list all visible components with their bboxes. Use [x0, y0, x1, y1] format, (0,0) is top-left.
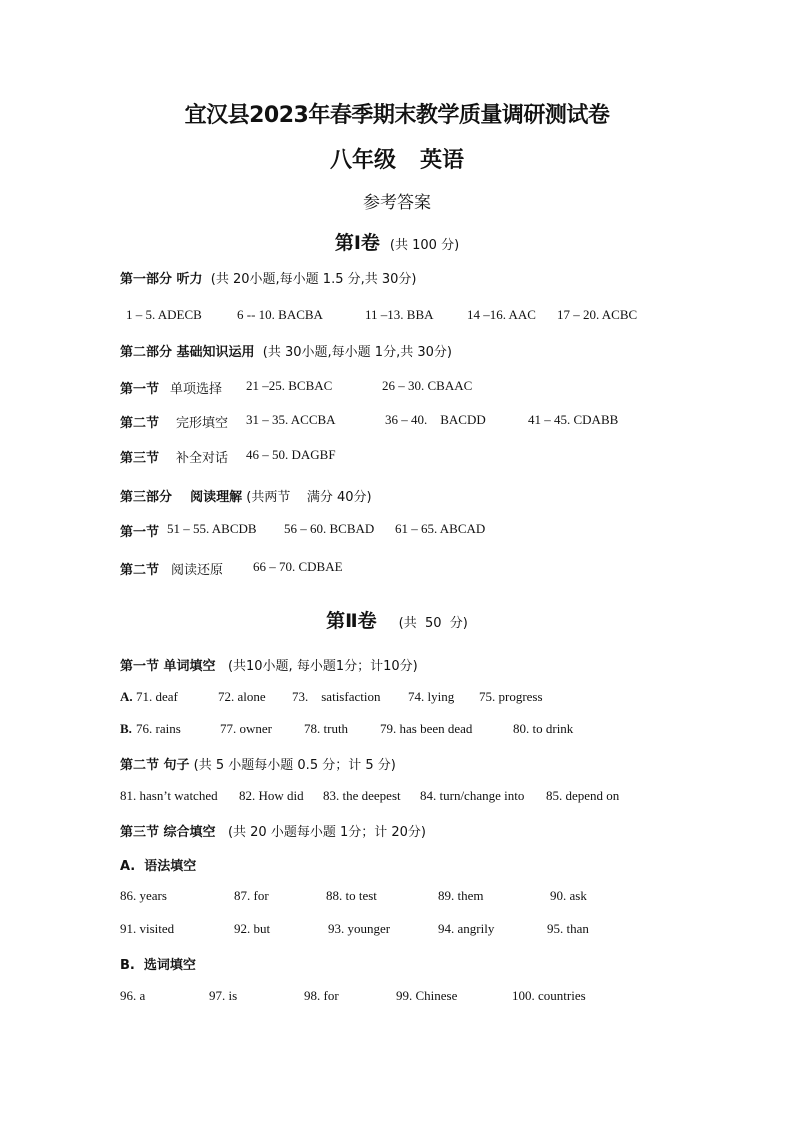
- grade: 八年级: [329, 148, 396, 173]
- vol2-sec3-title: 第三节 综合填空: [120, 825, 216, 840]
- section-label: 第二节: [120, 416, 160, 431]
- vol2-sec1-heading: [120, 655, 418, 674]
- grade-subject: [0, 143, 794, 174]
- vol2-sec1-title: 第一节 单词填空: [120, 659, 216, 674]
- answer-item: 78. truth: [304, 721, 349, 736]
- answer-item: 83. the deepest: [323, 788, 401, 803]
- answer-item: 87. for: [234, 888, 269, 903]
- answer-item: 93. younger: [328, 921, 391, 936]
- subject: 英语: [420, 148, 465, 173]
- vol2-sec2-heading: [120, 754, 396, 773]
- answer-group: 41 – 45. CDABB: [528, 412, 619, 427]
- section-label: 第一节: [120, 382, 160, 397]
- vol2-sec3-info: (共 20 小题每小题 1分；计 20分): [227, 825, 426, 840]
- part2-heading: [120, 341, 452, 360]
- answer-group: 14 –16. AAC: [467, 307, 536, 322]
- answer-item: 73. satisfaction: [292, 689, 381, 704]
- answer-group: 66 – 70. CDBAE: [253, 559, 343, 574]
- part2-title: 第二部分 基础知识运用: [120, 345, 255, 360]
- section-label: 第三节: [120, 451, 160, 466]
- answer-key-heading: 参考答案: [363, 193, 431, 213]
- answer-item: 98. for: [304, 988, 339, 1003]
- answer-group: 17 – 20. ACBC: [557, 307, 638, 322]
- answer-item: 75. progress: [479, 689, 543, 704]
- answer-item: 88. to test: [326, 888, 377, 903]
- section-name: 完形填空: [176, 416, 229, 431]
- row-label: A.: [120, 689, 133, 704]
- answer-item: 79. has been dead: [380, 721, 473, 736]
- answer-group: 1 – 5. ADECB: [126, 307, 202, 322]
- subsection-a-heading: A. 语法填空: [120, 859, 197, 874]
- answer-group: 6 -- 10. BACBA: [237, 307, 323, 322]
- part1-info: (共 20小题,每小题 1.5 分,共 30分): [210, 272, 417, 287]
- vol2-sec1-info: (共10小题, 每小题1分；计10分): [227, 659, 418, 674]
- answer-item: 76. rains: [136, 721, 181, 736]
- row-label: B.: [120, 721, 132, 736]
- answer-group: 51 – 55. ABCDB: [167, 521, 257, 536]
- volume-2-heading: [0, 606, 794, 633]
- answer-item: 97. is: [209, 988, 238, 1003]
- answer-item: 92. but: [234, 921, 271, 936]
- part3-heading: [120, 486, 372, 505]
- answer-item: 86. years: [120, 888, 167, 903]
- part3-info: (共两节 满分 40分): [246, 490, 372, 505]
- answer-item: 96. a: [120, 988, 146, 1003]
- answer-item: 72. alone: [218, 689, 266, 704]
- answer-item: 82. How did: [239, 788, 304, 803]
- answer-item: 91. visited: [120, 921, 175, 936]
- answer-item: 71. deaf: [136, 689, 178, 704]
- answer-group: 61 – 65. ABCAD: [395, 521, 486, 536]
- answer-group: 11 –13. BBA: [365, 307, 434, 322]
- vol2-sec3-heading: [120, 821, 426, 840]
- section-label: 第一节: [120, 525, 160, 540]
- part3-title: 第三部分 阅读理解: [120, 490, 243, 505]
- answer-group: 36 – 40. BACDD: [385, 412, 486, 427]
- answer-item: 99. Chinese: [396, 988, 458, 1003]
- subsection-b-heading: B. 选词填空: [120, 958, 196, 973]
- vol2-sec2-title: 第二节 句子: [120, 758, 190, 773]
- part2-info: (共 30小题,每小题 1分,共 30分): [262, 345, 452, 360]
- answer-item: 94. angrily: [438, 921, 495, 936]
- answer-group: 46 – 50. DAGBF: [246, 447, 336, 462]
- answer-group: 31 – 35. ACCBA: [246, 412, 336, 427]
- section-name: 阅读还原: [171, 563, 224, 578]
- answer-item: 80. to drink: [513, 721, 574, 736]
- answer-item: 81. hasn’t watched: [120, 788, 218, 803]
- section-name: 补全对话: [176, 451, 229, 466]
- part1-title: 第一部分 听力: [120, 272, 203, 287]
- answer-item: 90. ask: [550, 888, 587, 903]
- section-name: 单项选择: [170, 382, 223, 397]
- answer-item: 100. countries: [512, 988, 586, 1003]
- answer-item: 74. lying: [408, 689, 455, 704]
- paper-title: 宜汉县2023年春季期末教学质量调研测试卷: [184, 103, 610, 128]
- volume-1-heading: [0, 228, 794, 255]
- answer-item: 84. turn/change into: [420, 788, 525, 803]
- volume-2-name: 第Ⅱ卷: [326, 610, 377, 632]
- answer-item: 95. than: [547, 921, 589, 936]
- answer-item: 89. them: [438, 888, 484, 903]
- section-label: 第二节: [120, 563, 160, 578]
- answer-group: 26 – 30. CBAAC: [382, 378, 473, 393]
- answer-group: 56 – 60. BCBAD: [284, 521, 375, 536]
- volume-1-name: 第Ⅰ卷: [334, 232, 380, 254]
- answer-item: 85. depend on: [546, 788, 620, 803]
- volume-2-score: (共 50 分): [398, 616, 468, 631]
- answer-group: 21 –25. BCBAC: [246, 378, 333, 393]
- vol2-sec2-info: (共 5 小题每小题 0.5 分；计 5 分): [193, 758, 396, 773]
- part1-heading: [120, 268, 417, 287]
- answer-item: 77. owner: [220, 721, 272, 736]
- volume-1-score: (共 100 分): [389, 238, 460, 253]
